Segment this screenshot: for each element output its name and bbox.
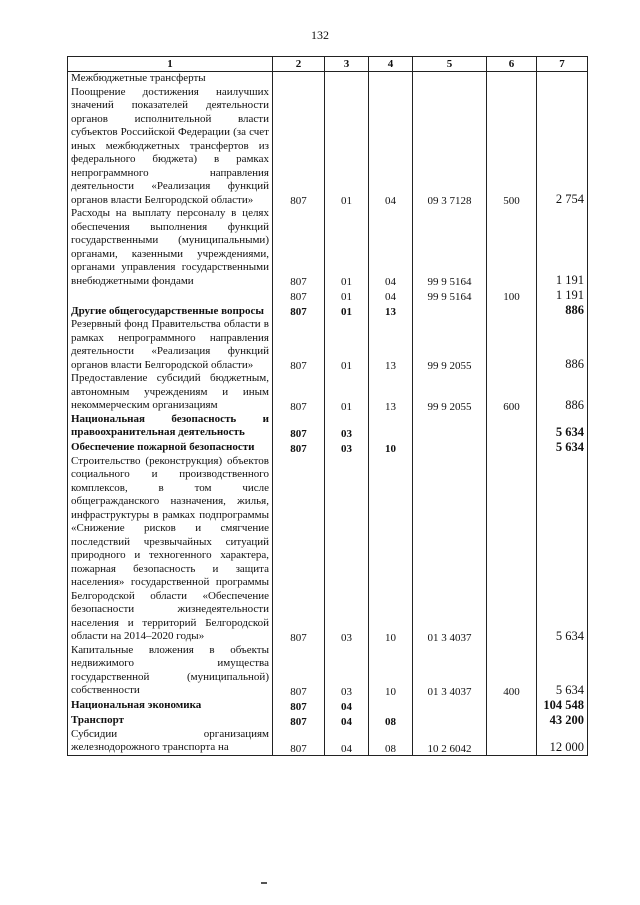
cell-amount: 1 191 bbox=[537, 207, 588, 288]
cell-subsection-code: 10 bbox=[369, 440, 413, 455]
cell-admin-code: 807 bbox=[273, 440, 325, 455]
cell-subsection-code: 10 bbox=[369, 455, 413, 644]
cell-section-code: 03 bbox=[325, 644, 369, 698]
table-row bbox=[68, 728, 588, 756]
cell-admin-code: 807 bbox=[273, 318, 325, 372]
row-description: Капитальные вложения в объекты недвижимого имущества государственной (муниципальной) собственности bbox=[68, 644, 273, 698]
cell-amount: 12 000 bbox=[537, 728, 588, 756]
cell-amount: 5 634 bbox=[537, 644, 588, 698]
cell-expense-type-code: 500 bbox=[487, 72, 537, 208]
cell-admin-code: 807 bbox=[273, 713, 325, 728]
cell-target-article-code bbox=[413, 698, 487, 713]
cell-section-code: 01 bbox=[325, 372, 369, 413]
cell-target-article-code: 09 3 7128 bbox=[413, 72, 487, 208]
cell-target-article-code: 99 9 2055 bbox=[413, 318, 487, 372]
row-description: Строительство (реконструкция) объектов социального и производственного комплексов, в том числе общегражданского назначения, жилья, инфраструктуры в рамках подпрограммы «Снижение рисков и смягчение последствий чрезвычайных ситуаций природного и техногенного характера, пожарная безопасность и защита населения» государственной программы Белгородской области «Обеспечение безопасности жизнедеятельности населения и территорий Белгородской области на 2014–2020 годы» bbox=[68, 455, 273, 644]
cell-target-article-code: 01 3 4037 bbox=[413, 644, 487, 698]
cell-subsection-code: 04 bbox=[369, 288, 413, 303]
cell-section-code: 03 bbox=[325, 440, 369, 455]
cell-expense-type-code: 600 bbox=[487, 372, 537, 413]
table-row bbox=[68, 455, 588, 644]
cell-subsection-code bbox=[369, 413, 413, 440]
cell-expense-type-code bbox=[487, 698, 537, 713]
row-description: Другие общегосударственные вопросы bbox=[68, 303, 273, 318]
table-row bbox=[68, 713, 588, 728]
cell-admin-code: 807 bbox=[273, 413, 325, 440]
row-description: Обеспечение пожарной безопасности bbox=[68, 440, 273, 455]
cell-expense-type-code: 400 bbox=[487, 644, 537, 698]
cell-amount: 886 bbox=[537, 303, 588, 318]
cell-subsection-code: 13 bbox=[369, 318, 413, 372]
cell-section-code: 04 bbox=[325, 698, 369, 713]
column-header-2: 2 bbox=[273, 57, 325, 72]
row-description: Национальная экономика bbox=[68, 698, 273, 713]
cell-admin-code: 807 bbox=[273, 372, 325, 413]
budget-table bbox=[67, 56, 588, 756]
cell-section-code: 01 bbox=[325, 318, 369, 372]
cell-target-article-code bbox=[413, 303, 487, 318]
cell-expense-type-code bbox=[487, 207, 537, 288]
cell-target-article-code: 99 9 5164 bbox=[413, 207, 487, 288]
table-row bbox=[68, 413, 588, 440]
stray-mark bbox=[261, 882, 267, 884]
cell-subsection-code: 13 bbox=[369, 303, 413, 318]
cell-section-code: 01 bbox=[325, 207, 369, 288]
cell-section-code: 03 bbox=[325, 455, 369, 644]
cell-expense-type-code bbox=[487, 440, 537, 455]
cell-target-article-code: 99 9 2055 bbox=[413, 372, 487, 413]
cell-expense-type-code bbox=[487, 455, 537, 644]
cell-section-code: 03 bbox=[325, 413, 369, 440]
row-description: Транспорт bbox=[68, 713, 273, 728]
row-description: Предоставление субсидий бюджетным, автономным учреждениям и иным некоммерческим организациям bbox=[68, 372, 273, 413]
cell-subsection-code: 04 bbox=[369, 207, 413, 288]
row-description bbox=[68, 288, 273, 303]
column-header-3: 3 bbox=[325, 57, 369, 72]
cell-admin-code: 807 bbox=[273, 455, 325, 644]
cell-subsection-code: 04 bbox=[369, 72, 413, 208]
cell-target-article-code: 10 2 6042 bbox=[413, 728, 487, 756]
row-description: Субсидии организациям железнодорожного транспорта на bbox=[68, 728, 273, 756]
cell-amount: 2 754 bbox=[537, 72, 588, 208]
cell-expense-type-code bbox=[487, 413, 537, 440]
cell-expense-type-code bbox=[487, 318, 537, 372]
cell-subsection-code: 10 bbox=[369, 644, 413, 698]
column-header-7: 7 bbox=[537, 57, 588, 72]
row-description: Межбюджетные трансферты Поощрение достижения наилучших значений показателей деятельности органов исполнительной власти субъектов Российской Федерации (за счет иных межбюджетных трансфертов из федерального бюджета) в рамках непрограммного направления деятельности «Реализация функций органов власти Белгородской области» bbox=[68, 72, 273, 208]
cell-target-article-code bbox=[413, 440, 487, 455]
cell-admin-code: 807 bbox=[273, 698, 325, 713]
cell-target-article-code bbox=[413, 413, 487, 440]
cell-amount: 43 200 bbox=[537, 713, 588, 728]
table-row bbox=[68, 288, 588, 303]
cell-admin-code: 807 bbox=[273, 728, 325, 756]
cell-subsection-code: 08 bbox=[369, 728, 413, 756]
cell-subsection-code: 08 bbox=[369, 713, 413, 728]
cell-section-code: 04 bbox=[325, 728, 369, 756]
cell-expense-type-code bbox=[487, 713, 537, 728]
cell-amount: 886 bbox=[537, 372, 588, 413]
cell-subsection-code bbox=[369, 698, 413, 713]
cell-admin-code: 807 bbox=[273, 207, 325, 288]
header-row bbox=[68, 57, 588, 72]
cell-amount: 5 634 bbox=[537, 413, 588, 440]
cell-amount: 104 548 bbox=[537, 698, 588, 713]
column-header-6: 6 bbox=[487, 57, 537, 72]
row-description: Резервный фонд Правительства области в рамках непрограммного направления деятельности «Реализация функций органов власти Белгородской области» bbox=[68, 318, 273, 372]
table-row bbox=[68, 372, 588, 413]
column-header-4: 4 bbox=[369, 57, 413, 72]
cell-amount: 5 634 bbox=[537, 455, 588, 644]
table-row bbox=[68, 303, 588, 318]
cell-section-code: 01 bbox=[325, 72, 369, 208]
cell-admin-code: 807 bbox=[273, 72, 325, 208]
cell-target-article-code: 99 9 5164 bbox=[413, 288, 487, 303]
column-header-5: 5 bbox=[413, 57, 487, 72]
cell-amount: 1 191 bbox=[537, 288, 588, 303]
row-description: Расходы на выплату персоналу в целях обеспечения выполнения функций государственными (муниципальными) органами, казенными учреждениями, органами управления государственными внебюджетными фондами bbox=[68, 207, 273, 288]
table-row bbox=[68, 72, 588, 208]
table-row bbox=[68, 207, 588, 288]
cell-section-code: 04 bbox=[325, 713, 369, 728]
cell-section-code: 01 bbox=[325, 303, 369, 318]
row-description: Национальная безопасность и правоохранительная деятельность bbox=[68, 413, 273, 440]
cell-subsection-code: 13 bbox=[369, 372, 413, 413]
cell-admin-code: 807 bbox=[273, 288, 325, 303]
cell-amount: 886 bbox=[537, 318, 588, 372]
cell-expense-type-code bbox=[487, 728, 537, 756]
page-number: 132 bbox=[311, 28, 329, 42]
cell-target-article-code bbox=[413, 713, 487, 728]
table-row bbox=[68, 440, 588, 455]
table-row bbox=[68, 318, 588, 372]
cell-target-article-code: 01 3 4037 bbox=[413, 455, 487, 644]
cell-amount: 5 634 bbox=[537, 440, 588, 455]
cell-expense-type-code: 100 bbox=[487, 288, 537, 303]
table-row bbox=[68, 644, 588, 698]
table-row bbox=[68, 698, 588, 713]
cell-admin-code: 807 bbox=[273, 644, 325, 698]
cell-expense-type-code bbox=[487, 303, 537, 318]
cell-admin-code: 807 bbox=[273, 303, 325, 318]
cell-section-code: 01 bbox=[325, 288, 369, 303]
column-header-1: 1 bbox=[68, 57, 273, 72]
